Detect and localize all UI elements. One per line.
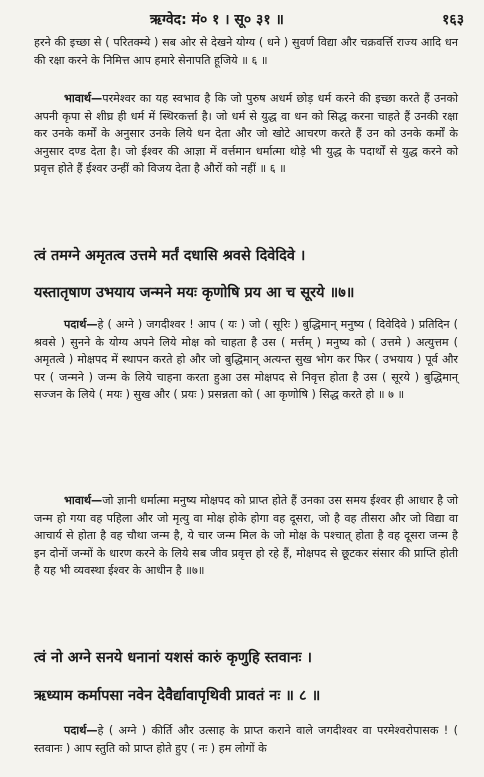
padarth-text: हे ( अग्ने ) जगदीश्वर ! आप ( यः ) जो ( सूरिः ) बुद्धिमान् मनुष्य ( दिवेदिवे ) प्रतिदिन ( श्रवसे ) सुनने के योग्य अपने लिये मोक्ष को चाहता है उस ( मर्त्तम् ) मनुष्य को ( उत्तमे ) अत्युत्तम ( अमृतत्वे ) मोक्षपद में स्थापन करते हो और जो बुद्धिमान् अत्यन्त सुख भोग कर फिर ( उभयाय ) पूर्व और पर ( जन्मने ) जन्म के लिये चाहना करता हुआ उस मोक्षपद से निवृत्त होता है उस ( सूरये ) बुद्धिमान् सज्जन के लिये ( मयः ) सुख और ( प्रयः ) प्रसन्नता को ( आ कृणोषि ) सिद्ध करते हो ॥ ७ ॥ [34, 318, 458, 402]
padarth-paragraph-7 [34, 316, 458, 404]
bhavarth-label: भावार्थ— [64, 92, 103, 105]
page-header [0, 4, 484, 30]
padarth-label: पदार्थ— [64, 318, 98, 331]
mantra-7-line-1: त्वं तमग्ने अमृतत्व उत्तमे मर्तं दधासि श्रवसे दिवेदिवे । [34, 248, 306, 264]
mantra-7-line-2: यस्तातृषाण उभयाय जन्मने मयः कृणोषि प्रय आ च सूरये ॥७॥ [34, 285, 355, 301]
padarth-label: पदार्थ— [64, 724, 98, 737]
top-paragraph: हरने की इच्छा से ( परितक्म्ये ) सब ओर से देखने योग्य ( धने ) सुवर्ण विद्या और चक्रवर्त्ति राज्य आदि धन की रक्षा करने के निमित्त आप हमारे सेनापति हूजिये ॥ ६ ॥ [34, 36, 458, 67]
bhavarth-paragraph-7 [34, 492, 458, 580]
padarth-text: हे ( अग्ने ) कीर्ति और उत्साह के प्राप्त कराने वाले जगदीश्वर वा परमेश्वरोपासक ! ( स्तवानः ) आप स्तुति को प्राप्त होते हुए ( नः ) हम लोगों के [34, 724, 458, 755]
bhavarth-text: जो ज्ञानी धर्मात्मा मनुष्य मोक्षपद को प्राप्त होते हैं उनका उस समय ईश्वर ही आधार है जो जन्म हो गया वह पहिला और जो मृत्यु वा मोक्ष होके होगा वह दूसरा, जो है वह तीसरा और जो विद्या वा आचार्य से होता है वह चौथा जन्म है, ये चार जन्म मिल के जो मोक्ष के पश्चात् होता है वह दूसरा जन्म है इन दोनों जन्मों के धारण करने के लिये सब जीव प्रवृत्त हो रहे हैं, मोक्षपद से छूटकर संसार की प्राप्ति होती है यह भी व्यवस्था ईश्वर के आधीन है ॥७॥ [34, 494, 458, 578]
page-number: १६३ [442, 12, 464, 28]
bhavarth-paragraph-6 [34, 90, 458, 178]
running-title: ऋग्वेद: मं० १ । सू० ३१ ॥ [150, 12, 284, 28]
mantra-8-line-1: त्वं नो अग्ने सनये धनानां यशसं कारुं कृणुहि स्तवानः । [34, 650, 313, 666]
padarth-paragraph-8 [34, 722, 458, 757]
bhavarth-text: परमेश्वर का यह स्वभाव है कि जो पुरुष अधर्म छोड़ धर्म करने की इच्छा करते हैं उनको अपनी कृपा से शीघ्र ही धर्म में स्थिरकर्त्ता है। जो धर्म से युद्ध वा धन को सिद्ध करना चाहते हैं उनकी रक्षा कर उनके कर्मों के अनुसार उनके लिये धन देता और जो खोटे आचरण करते हैं उन को उनके कर्मों के अनुसार दण्ड देता है। जो ईश्वर की आज्ञा में वर्त्तमान धर्मात्मा थोड़े भी युद्ध के पदार्थों से युद्ध करने को प्रवृत्त होते हैं ईश्वर उन्हीं को विजय देता है औरों को नहीं ॥ ६ ॥ [34, 92, 458, 176]
bhavarth-label: भावार्थ— [64, 494, 103, 507]
mantra-8-line-2: ऋध्याम कर्मापसा नवेन देवैर्द्यावापृथिवी प्रावतं नः ॥ ८ ॥ [34, 688, 321, 704]
